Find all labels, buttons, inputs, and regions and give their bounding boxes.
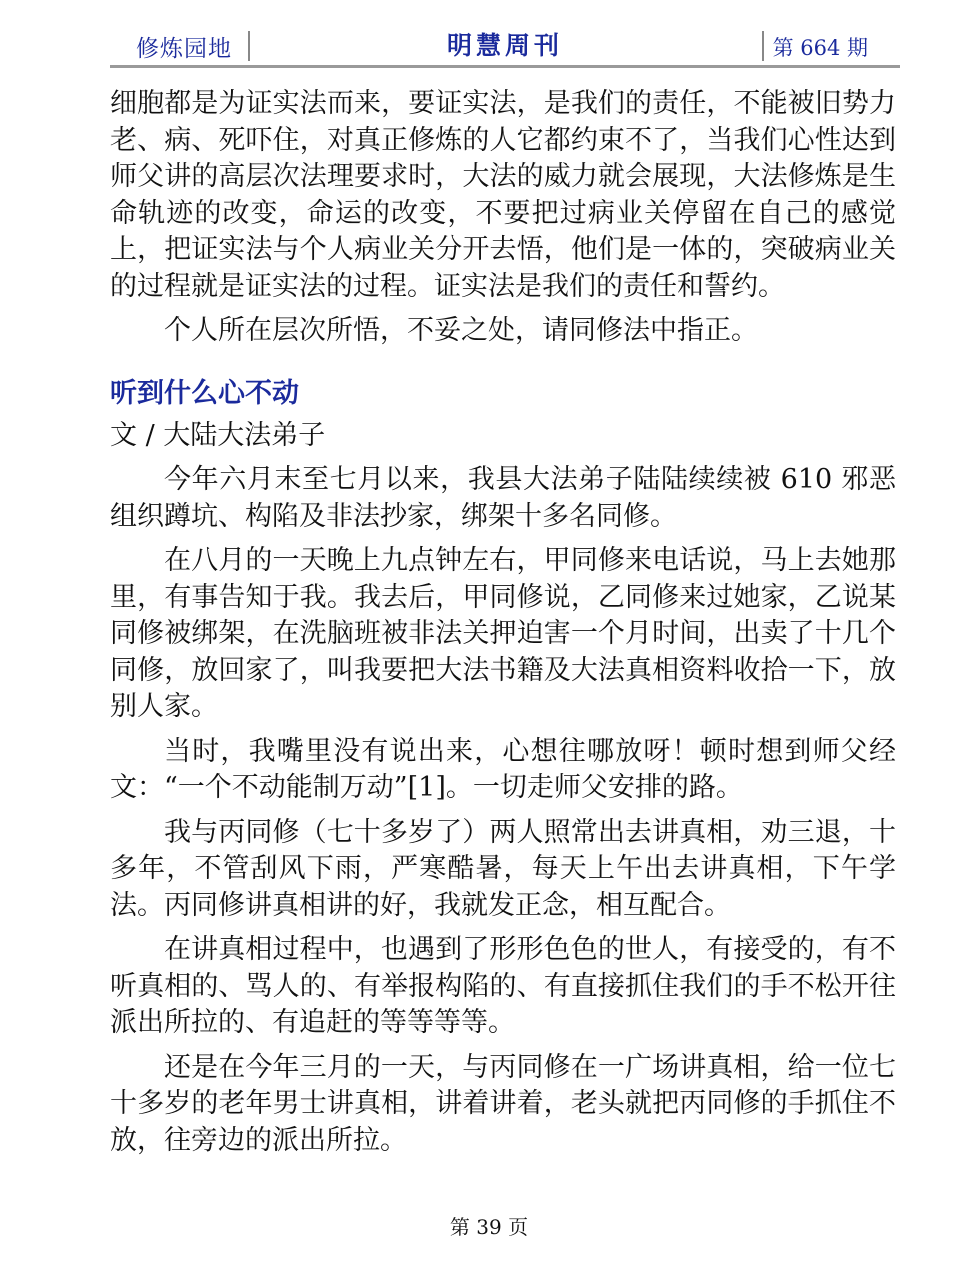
body-paragraph: 还是在今年三月的一天，与丙同修在一广场讲真相，给一位七十多岁的老年男士讲真相，讲着讲着，老头就把丙同修的手抓住不放，往旁边的派出所拉。 [110, 1051, 896, 1156]
body-paragraph: 当时，我嘴里没有说出来，心想往哪放呀！顿时想到师父经文：“一个不动能制万动”[1]。一切走师父安排的路。 [110, 735, 896, 803]
publication-title: 明慧周刊 [446, 31, 563, 60]
body-paragraph: 今年六月末至七月以来，我县大法弟子陆陆续续被 610 邪恶组织蹲坑、构陷及非法抄家，绑架十多名同修。 [110, 464, 896, 532]
issue-number: 第 664 期 [772, 36, 868, 60]
body-paragraph: 我与丙同修（七十多岁了）两人照常出去讲真相，劝三退，十多年，不管刮风下雨，严寒酷暑，每天上午出去讲真相，下午学法。丙同修讲真相讲的好，我就发正念，相互配合。 [110, 816, 896, 921]
page-body [110, 86, 896, 1167]
page-number: 第 39 页 [449, 1215, 529, 1239]
header-rule [110, 65, 900, 68]
body-paragraph: 细胞都是为证实法而来，要证实法，是我们的责任，不能被旧势力老、病、死吓住，对真正修炼的人它都约束不了，当我们心性达到师父讲的高层次法理要求时，大法的威力就会展现，大法修炼是生命轨迹的改变，命运的改变，不要把过病业关停留在自己的感觉上，把证实法与个人病业关分开去悟，他们是一体的，突破病业关的过程就是证实法的过程。证实法是我们的责任和誓约。 [110, 88, 896, 302]
page-header [110, 24, 900, 68]
body-paragraph: 在八月的一天晚上九点钟左右，甲同修来电话说，马上去她那里，有事告知于我。我去后，甲同修说，乙同修来过她家，乙说某同修被绑架，在洗脑班被非法关押迫害一个月时间，出卖了十几个同修，放回家了，叫我要把大法书籍及大法真相资料收拾一下，放别人家。 [110, 545, 896, 722]
article-author: 文 / 大陆大法弟子 [110, 419, 326, 451]
header-divider [762, 31, 764, 61]
body-paragraph: 个人所在层次所悟，不妥之处，请同修法中指正。 [164, 315, 758, 346]
section-name: 修炼园地 [136, 36, 232, 62]
article-title: 听到什么心不动 [110, 377, 299, 409]
body-paragraph: 在讲真相过程中，也遇到了形形色色的世人，有接受的，有不听真相的、骂人的、有举报构陷的、有直接抓住我们的手不松开往派出所拉的、有追赶的等等等等。 [110, 934, 896, 1038]
